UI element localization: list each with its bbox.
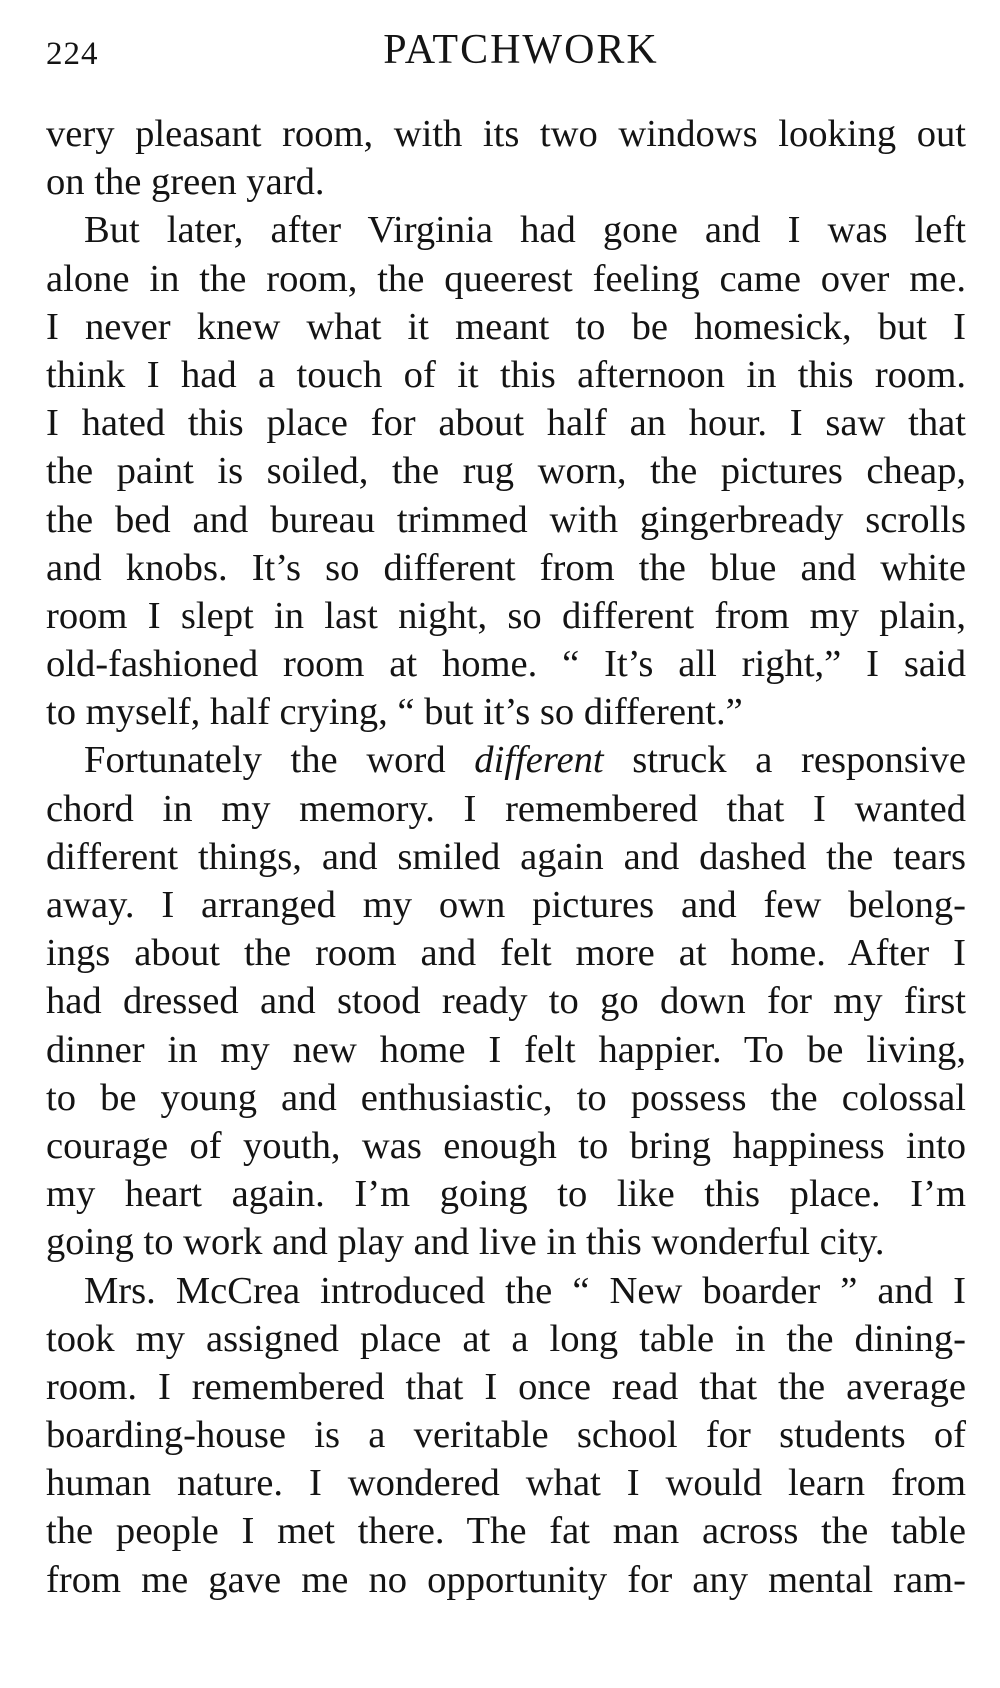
text-line: on the green yard. [46,161,325,204]
text-line: courage of youth, was enough to bring happiness into [46,1124,966,1167]
text-line: away. I arranged my own pictures and few belong- [46,884,966,926]
paragraph-first-line [46,736,966,784]
text-line: and knobs. It’s so different from the blue and white [46,546,966,589]
text-line: old-fashioned room at home. “ It’s all right,” I said [46,643,966,686]
text-line: very pleasant room, with its two windows looking out [46,113,966,155]
text-line: dinner in my new home I felt happier. To be living, [46,1028,966,1071]
text-segment: Fortunately the word [84,739,446,782]
running-head [46,20,966,90]
text-line: my heart again. I’m going to like this place. I’m [46,1173,966,1216]
text-segment: struck a responsive [632,739,966,782]
text-line: alone in the room, the queerest feeling came over me. [46,257,966,300]
text-line: I hated this place for about half an hour. I saw that [46,402,966,445]
paragraph-first-line: Mrs. McCrea introduced the “ New boarder ” and I [84,1269,966,1312]
text-line: took my assigned place at a long table in the dining- [46,1317,966,1360]
text-line: to be young and enthusiastic, to possess the colossal [46,1076,966,1119]
italic-word: different [474,739,604,782]
text-line: going to work and play and live in this wonderful city. [46,1221,885,1264]
paragraph-first-line: But later, after Virginia had gone and I was left [84,209,966,252]
text-line: I never knew what it meant to be homesick, but I [46,305,966,348]
page-number: 224 [46,36,99,72]
running-title: PATCHWORK [383,27,659,73]
text-line: think I had a touch of it this afternoon in this room. [46,353,966,396]
text-line: chord in my memory. I remembered that I wanted [46,787,966,830]
text-line: room. I remembered that I once read that the average [46,1365,966,1408]
text-line: human nature. I wondered what I would learn from [46,1462,966,1505]
body-text [46,110,966,1604]
text-line: the paint is soiled, the rug worn, the pictures cheap, [46,450,966,493]
text-line: the bed and bureau trimmed with gingerbready scrolls [46,498,966,541]
text-line: room I slept in last night, so different from my plain, [46,594,966,637]
text-line: the people I met there. The fat man across the table [46,1510,966,1553]
text-line: to myself, half crying, “ but it’s so different.” [46,691,743,734]
text-line: different things, and smiled again and dashed the tears [46,835,966,878]
text-line: boarding-house is a veritable school for students of [46,1414,966,1457]
text-line: had dressed and stood ready to go down for my first [46,980,966,1023]
text-line: from me gave me no opportunity for any mental ram- [46,1558,966,1601]
text-line: ings about the room and felt more at home. After I [46,932,966,975]
